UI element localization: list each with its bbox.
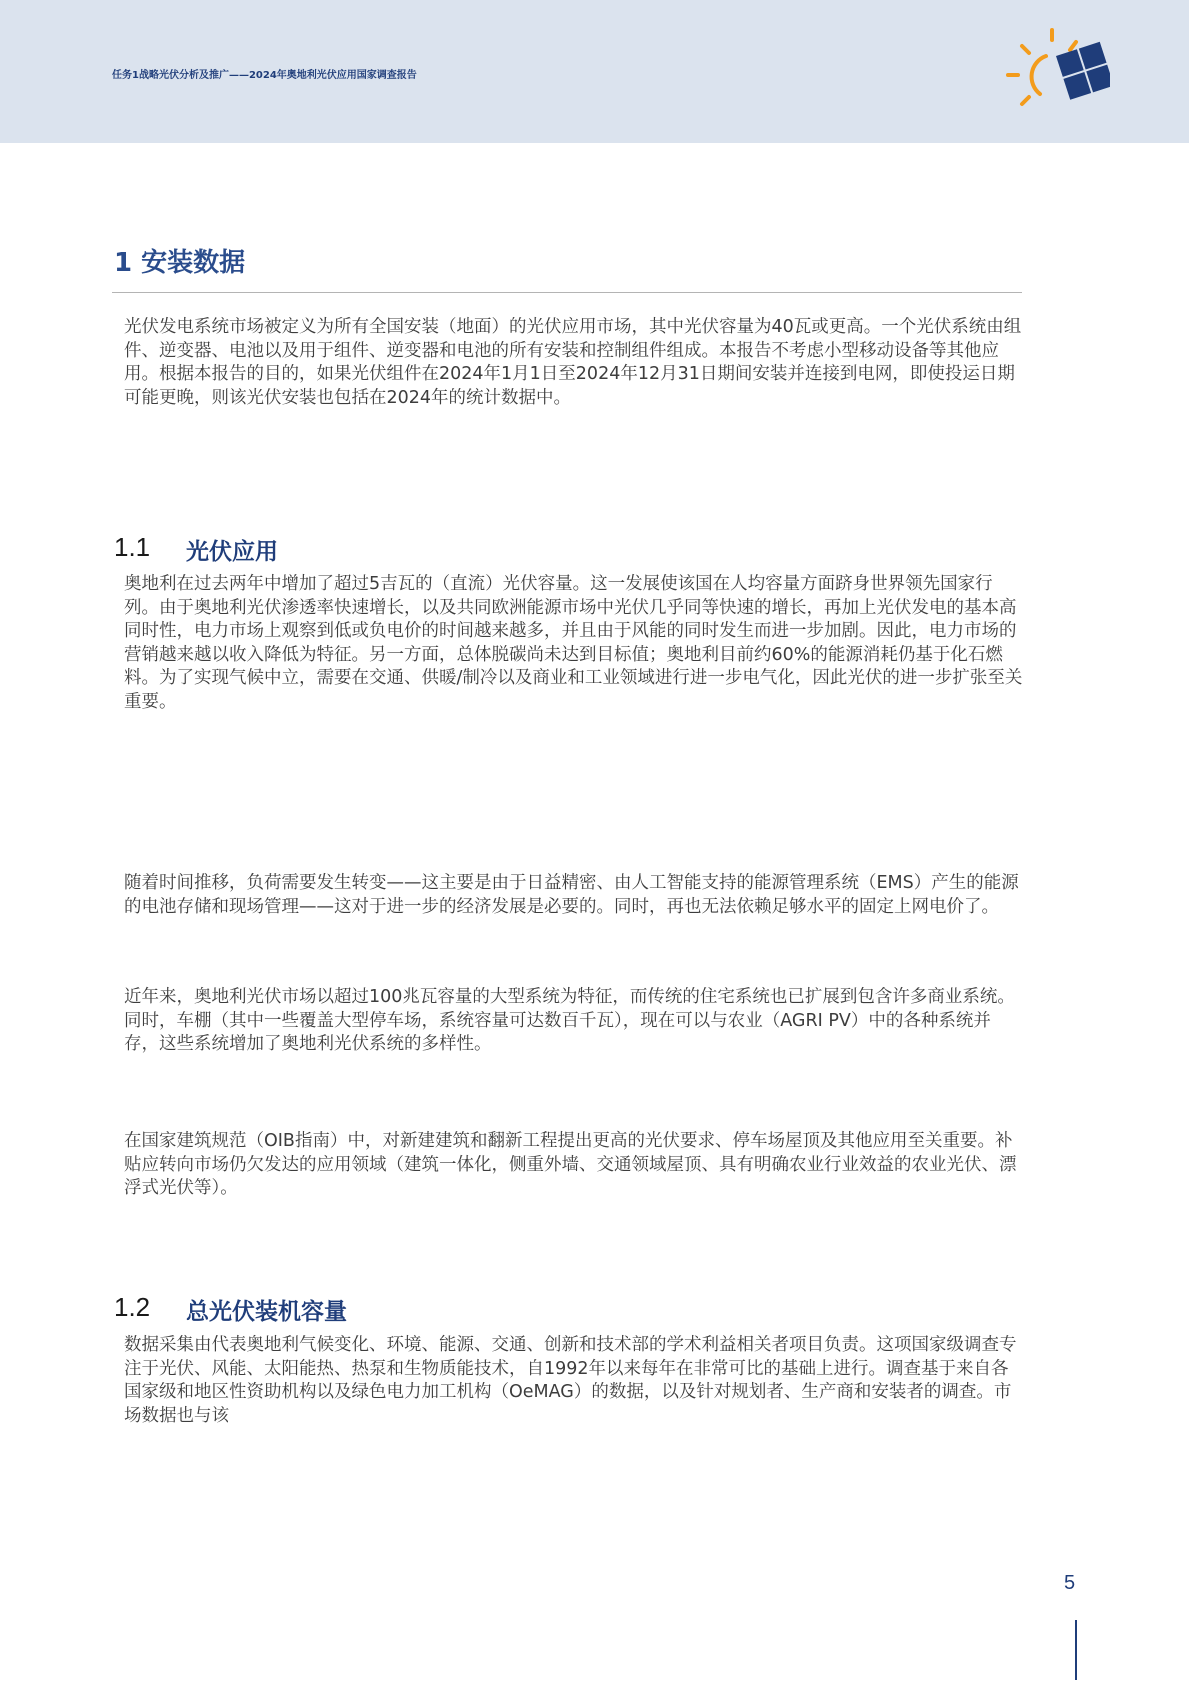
pv-applications-paragraph-4: 在国家建筑规范（OIB指南）中，对新建建筑和翻新工程提出更高的光伏要求、停车场屋顶及其他应用至关重要。补贴应转向市场仍欠发达的应用领域（建筑一体化，侧重外墙、交通领域屋顶、具有明确农业行业效益的农业光伏、漂浮式光伏等）。: [124, 1131, 1017, 1198]
page-marker-bar: [1075, 1620, 1077, 1680]
subsection-number: 1.1: [114, 532, 151, 562]
pv-applications-paragraph-1: 奥地利在过去两年中增加了超过5吉瓦的（直流）光伏容量。这一发展使该国在人均容量方面跻身世界领先国家行列。由于奥地利光伏渗透率快速增长，以及共同欧洲能源市场中光伏几乎同等快速的增长，再加上光伏发电的基本高同时性，电力市场上观察到低或负电价的时间越来越多，并且由于风能的同时发生而进一步加剧。因此，电力市场的营销越来越以收入降低为特征。另一方面，总体脱碳尚未达到目标值；奥地利目前约60%的能源消耗仍基于化石燃料。为了实现气候中立，需要在交通、供暖/制冷以及商业和工业领域进行进一步电气化，因此光伏的进一步扩张至关重要。: [124, 574, 1023, 712]
pv-applications-paragraph-2: 随着时间推移，负荷需要发生转变——这主要是由于日益精密、由人工智能支持的能源管理系统（EMS）产生的能源的电池存储和现场管理——这对于进一步的经济发展是必要的。同时，再也无法依赖足够水平的固定上网电价了。: [124, 873, 1019, 917]
solar-logo-icon: [1000, 26, 1110, 126]
subsection-title: 光伏应用: [186, 539, 278, 565]
section1-paragraph: 光伏发电系统市场被定义为所有全国安装（地面）的光伏应用市场，其中光伏容量为40瓦或更高。一个光伏系统由组件、逆变器、电池以及用于组件、逆变器和电池的所有安装和控制组件组成。本报告不考虑小型移动设备等其他应用。根据本报告的目的，如果光伏组件在2024年1月1日至2024年12月31日期间安装并连接到电网，即使投运日期可能更晚，则该光伏安装也包括在2024年的统计数据中。: [124, 317, 1022, 408]
heading-divider: [112, 292, 1022, 293]
subsection-title: 总光伏装机容量: [186, 1299, 347, 1325]
section-heading-installation-data: 1 安装数据: [114, 248, 246, 278]
running-header-title: 任务1战略光伏分析及推广——2024年奥地利光伏应用国家调查报告: [112, 70, 417, 81]
pv-applications-paragraph-3: 近年来，奥地利光伏市场以超过100兆瓦容量的大型系统为特征，而传统的住宅系统也已扩展到包含许多商业系统。同时，车棚（其中一些覆盖大型停车场，系统容量可达数百千瓦），现在可以与农业（AGRI PV）中的各种系统并存，这些系统增加了奥地利光伏系统的多样性。: [124, 987, 1015, 1054]
page-number: 5: [1064, 1572, 1076, 1594]
total-capacity-paragraph: 数据采集由代表奥地利气候变化、环境、能源、交通、创新和技术部的学术利益相关者项目负责。这项国家级调查专注于光伏、风能、太阳能热、热泵和生物质能技术，自1992年以来每年在非常可比的基础上进行。调查基于来自各国家级和地区性资助机构以及绿色电力加工机构（OeMAG）的数据，以及针对规划者、生产商和安装者的调查。市场数据也与该: [124, 1335, 1017, 1426]
subsection-number: 1.2: [114, 1292, 151, 1322]
